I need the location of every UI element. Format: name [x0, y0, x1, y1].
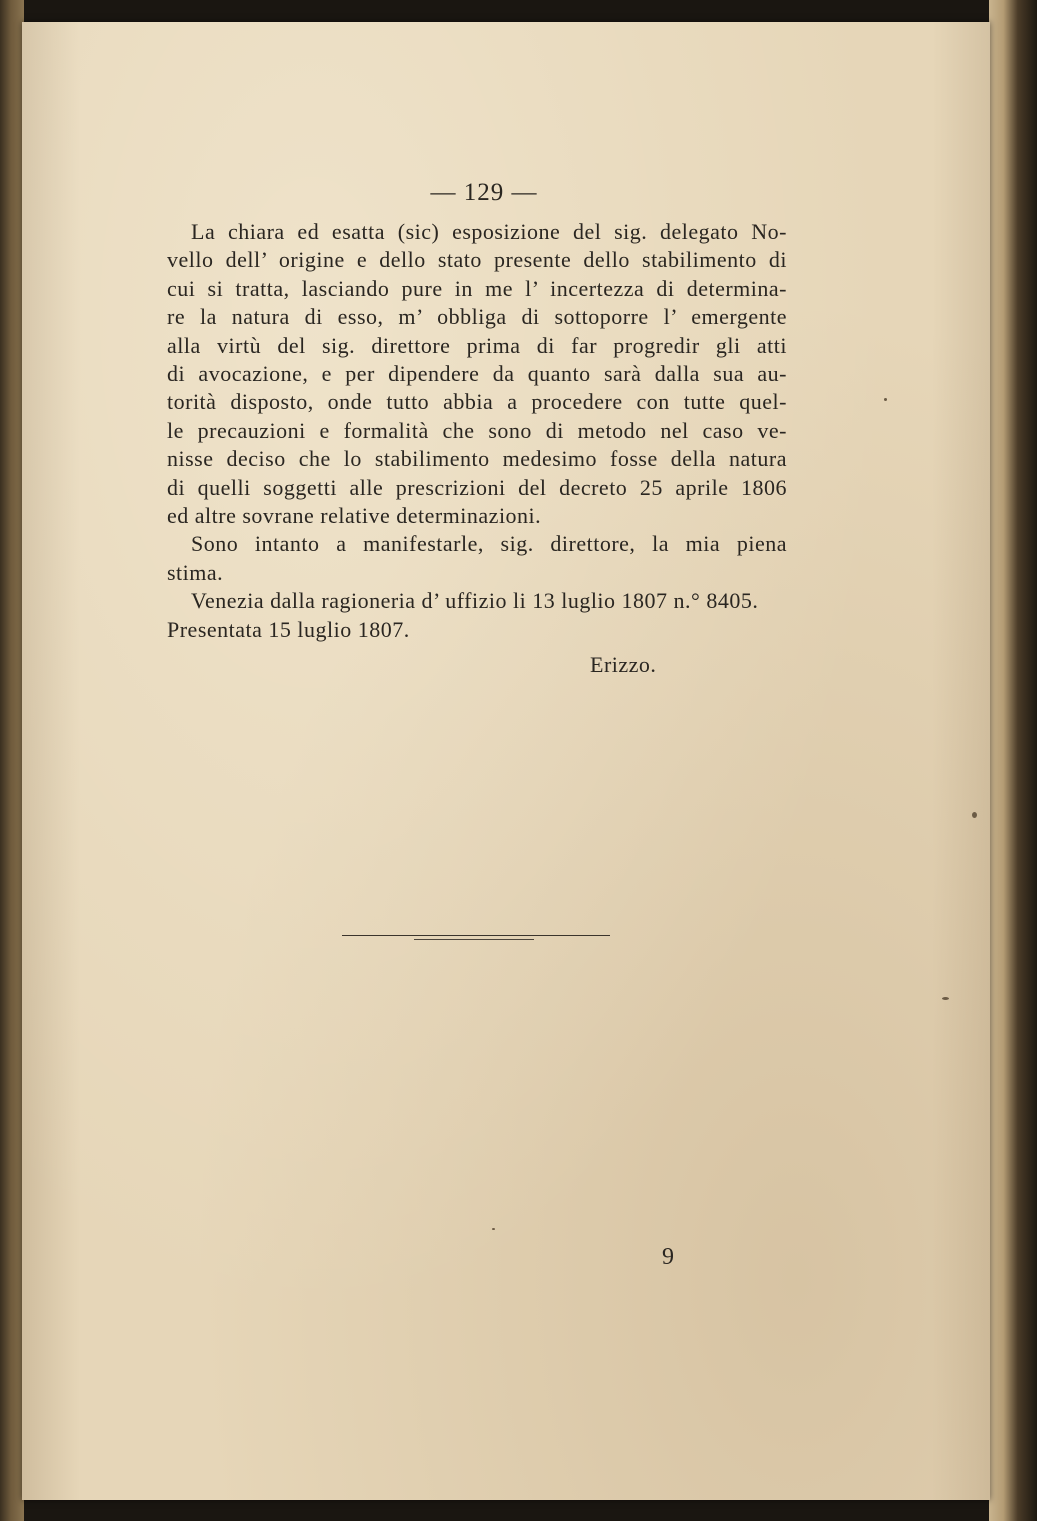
- text-line: di avocazione, e per dipendere da quanto sarà dalla sua au-: [167, 361, 787, 387]
- text-line: di quelli soggetti alle prescrizioni del decreto 25 aprile 1806: [167, 474, 787, 500]
- text-line: alla virtù del sig. direttore prima di far progredir gli atti: [167, 332, 787, 358]
- page-stack-edge: [989, 0, 1037, 1521]
- page-header-number: — 129 —: [430, 179, 538, 206]
- text-line: vello dell’ origine e dello stato presente dello stabilimento di: [167, 247, 787, 273]
- text-line: stima.: [167, 559, 224, 585]
- text-line: La chiara ed esatta (sic) esposizione del sig. delegato No-: [191, 219, 787, 244]
- binding-edge: [0, 0, 24, 1521]
- text-line: torità disposto, onde tutto abbia a procedere con tutte quel-: [167, 389, 787, 415]
- paper-page: [22, 22, 990, 1500]
- paper-speck: [942, 997, 949, 1000]
- section-divider-rule-short: [414, 939, 534, 940]
- text-line: cui si tratta, lasciando pure in me l’ incertezza di determina-: [167, 275, 787, 301]
- signature: Erizzo.: [590, 652, 657, 677]
- section-divider-rule: [342, 935, 610, 936]
- text-line: Presentata 15 luglio 1807.: [167, 616, 410, 642]
- text-line: Sono intanto a manifestarle, sig. direttore, la mia piena: [191, 531, 787, 557]
- text-line: le precauzioni e formalità che sono di metodo nel caso ve-: [167, 417, 787, 443]
- paper-speck: [972, 812, 977, 818]
- text-line: nisse deciso che lo stabilimento medesimo fosse della natura: [167, 446, 787, 472]
- text-line: re la natura di esso, m’ obbliga di sottoporre l’ emergente: [167, 304, 787, 330]
- paper-speck: [492, 1228, 495, 1230]
- paper-speck: [884, 398, 887, 401]
- text-line: Venezia dalla ragioneria d’ uffizio li 13 luglio 1807 n.° 8405.: [191, 588, 759, 614]
- signature-mark: 9: [662, 1244, 674, 1270]
- body-text: [167, 218, 787, 644]
- text-line: ed altre sovrane relative determinazioni.: [167, 503, 542, 529]
